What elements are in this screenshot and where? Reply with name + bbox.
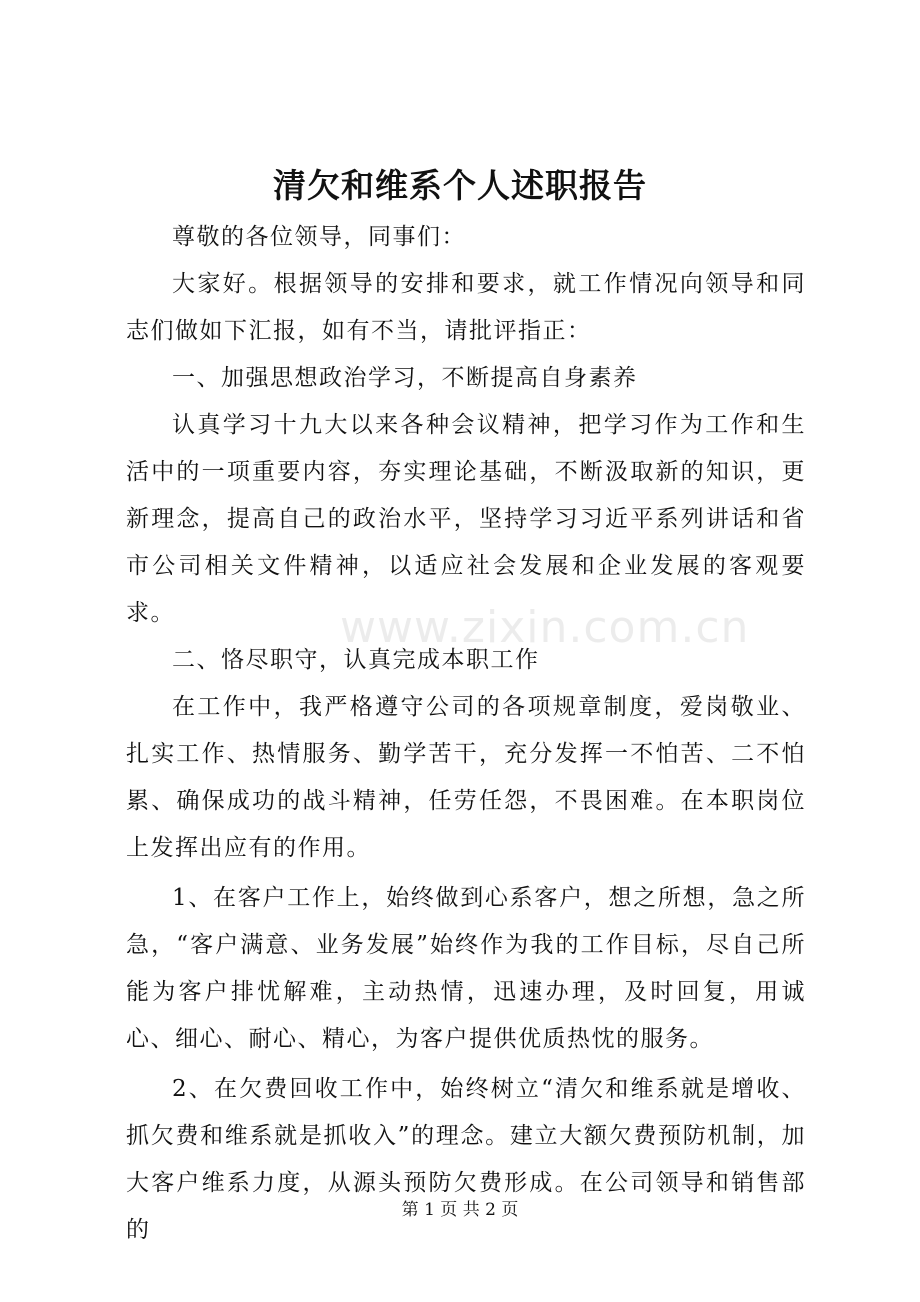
paragraph-salutation: 尊敬的各位领导，同事们： <box>172 224 466 250</box>
section-heading-1: 一、加强思想政治学习，不断提高自身素养 <box>172 365 638 391</box>
paragraph-work: 在工作中，我严格遵守公司的各项规章制度，爱岗敬业、扎实工作、热情服务、勤学苦干，充分发挥一不怕苦、二不怕累、确保成功的战斗精神，任劳任怨，不畏困难。在本职岗位上发挥出应有的作用。 <box>126 694 806 861</box>
document-title: 清欠和维系个人述职报告 <box>273 166 647 205</box>
paragraph-study: 认真学习十九大以来各种会议精神，把学习作为工作和生活中的一项重要内容，夯实理论基础，不断汲取新的知识，更新理念，提高自己的政治水平，坚持学习习近平系列讲话和省市公司相关文件精神，以适应社会发展和企业发展的客观要求。 <box>126 412 806 626</box>
paragraph-item-1: 1、在客户工作上，始终做到心系客户，想之所想，急之所急，“客户满意、业务发展”始终作为我的工作目标，尽自己所能为客户排忧解难，主动热情，迅速办理，及时回复，用诚心、细心、耐心、精心，为客户提供优质热忱的服务。 <box>126 885 806 1052</box>
section-heading-2: 二、恪尽职守，认真完成本职工作 <box>172 647 540 673</box>
watermark-text: www.zixin.com.cn <box>340 602 750 653</box>
paragraph-intro: 大家好。根据领导的安排和要求，就工作情况向领导和同志们做如下汇报，如有不当，请批评指正： <box>126 271 806 344</box>
paragraph-item-2: 2、在欠费回收工作中，始终树立“清欠和维系就是增收、抓欠费和维系就是抓收入”的理念。建立大额欠费预防机制，加大客户维系力度，从源头预防欠费形成。在公司领导和销售部的 <box>126 1076 806 1243</box>
page-footer: 第 1 页 共 2 页 <box>401 1200 519 1220</box>
document-body <box>126 214 806 1254</box>
